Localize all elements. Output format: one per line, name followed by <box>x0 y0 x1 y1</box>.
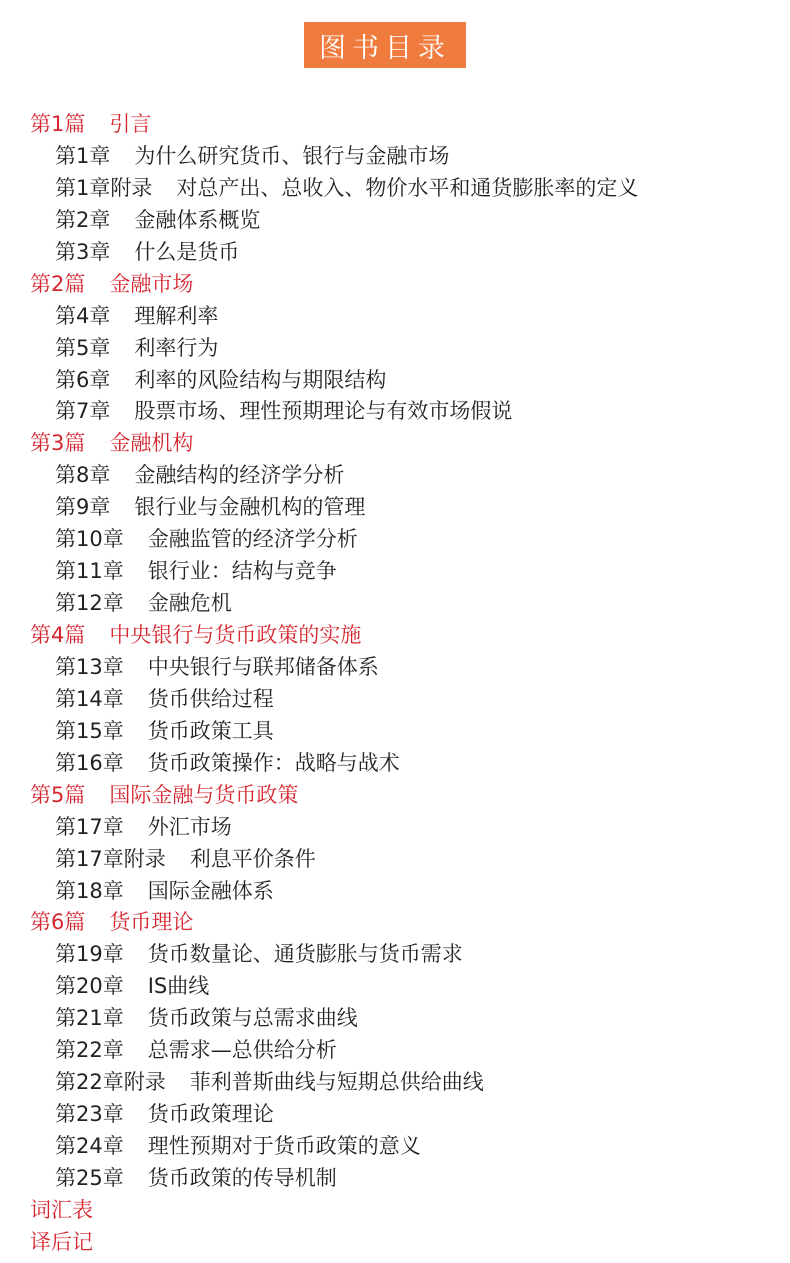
toc-chapter-row <box>0 812 790 844</box>
chapter-number: 第3章 <box>55 239 111 264</box>
toc-chapter-row <box>0 748 790 780</box>
chapter-number: 第7章 <box>55 399 111 424</box>
part-number: 第4篇 <box>30 623 86 647</box>
chapter-number: 第12章 <box>55 591 124 616</box>
toc-part-row <box>0 1227 790 1259</box>
toc-chapter-row <box>0 716 790 748</box>
toc-chapter-row <box>0 237 790 269</box>
chapter-title: 货币政策操作：战略与战术 <box>147 750 400 775</box>
toc-part-row <box>0 780 790 812</box>
chapter-number: 第22章附录 <box>55 1070 166 1095</box>
toc-chapter-row <box>0 939 790 971</box>
part-number: 第1篇 <box>30 112 86 136</box>
toc-part-row <box>0 428 790 460</box>
chapter-title: 利率的风险结构与期限结构 <box>134 367 387 392</box>
toc-part-row <box>0 907 790 939</box>
chapter-number: 第15章 <box>55 718 124 743</box>
chapter-number: 第5章 <box>55 335 111 360</box>
part-title: 词汇表 <box>30 1197 93 1222</box>
toc-chapter-row <box>0 333 790 365</box>
chapter-title: IS曲线 <box>147 974 210 999</box>
toc-chapter-row <box>0 205 790 237</box>
toc-header-title: 图书目录 <box>319 32 451 64</box>
chapter-title: 为什么研究货币、银行与金融市场 <box>134 143 450 168</box>
chapter-title: 货币政策理论 <box>147 1102 274 1127</box>
chapter-title: 金融体系概览 <box>134 207 261 232</box>
chapter-number: 第2章 <box>55 207 111 232</box>
table-of-contents <box>0 109 790 1259</box>
chapter-number: 第21章 <box>55 1006 124 1031</box>
chapter-title: 外汇市场 <box>147 814 232 839</box>
chapter-title: 国际金融体系 <box>147 878 274 903</box>
part-title: 引言 <box>109 112 152 136</box>
toc-chapter-row <box>0 141 790 173</box>
chapter-number: 第4章 <box>55 303 111 328</box>
chapter-title: 银行业与金融机构的管理 <box>134 495 366 520</box>
part-title: 国际金融与货币政策 <box>109 782 299 807</box>
toc-chapter-row <box>0 652 790 684</box>
part-number: 第3篇 <box>30 431 86 456</box>
chapter-title: 对总产出、总收入、物价水平和通货膨胀率的定义 <box>176 175 639 200</box>
toc-chapter-row <box>0 684 790 716</box>
chapter-title: 金融监管的经济学分析 <box>147 527 358 552</box>
toc-chapter-row <box>0 1099 790 1131</box>
chapter-title: 货币政策的传导机制 <box>147 1165 337 1190</box>
part-title: 中央银行与货币政策的实施 <box>109 623 362 647</box>
chapter-number: 第19章 <box>55 942 124 967</box>
chapter-number: 第9章 <box>55 495 111 520</box>
chapter-title: 菲利普斯曲线与短期总供给曲线 <box>189 1070 484 1095</box>
part-title: 译后记 <box>30 1229 93 1254</box>
chapter-title: 利息平价条件 <box>189 846 316 871</box>
toc-part-row <box>0 620 790 652</box>
toc-chapter-row <box>0 524 790 556</box>
chapter-title: 金融危机 <box>147 591 232 616</box>
part-title: 金融市场 <box>109 271 194 296</box>
chapter-title: 利率行为 <box>134 335 219 360</box>
toc-chapter-row <box>0 1131 790 1163</box>
chapter-number: 第8章 <box>55 463 111 488</box>
chapter-title: 货币数量论、通货膨胀与货币需求 <box>147 942 463 967</box>
part-title: 货币理论 <box>109 910 194 935</box>
chapter-number: 第13章 <box>55 654 124 679</box>
chapter-title: 银行业：结构与竞争 <box>147 559 337 584</box>
chapter-number: 第18章 <box>55 878 124 903</box>
toc-chapter-row <box>0 1163 790 1195</box>
part-number: 第2篇 <box>30 271 86 296</box>
chapter-title: 理性预期对于货币政策的意义 <box>147 1134 421 1158</box>
toc-chapter-row <box>0 492 790 524</box>
chapter-number: 第6章 <box>55 367 111 392</box>
toc-part-row <box>0 109 790 141</box>
chapter-number: 第23章 <box>55 1102 124 1127</box>
toc-chapter-row <box>0 173 790 205</box>
toc-chapter-row <box>0 1035 790 1067</box>
part-number: 第5篇 <box>30 782 86 807</box>
part-number: 第6篇 <box>30 910 86 935</box>
chapter-number: 第1章附录 <box>55 175 153 200</box>
chapter-number: 第22章 <box>55 1038 124 1063</box>
toc-chapter-row <box>0 460 790 492</box>
chapter-title: 理解利率 <box>134 303 219 328</box>
toc-chapter-row <box>0 876 790 908</box>
chapter-title: 股票市场、理性预期理论与有效市场假说 <box>134 399 513 424</box>
chapter-number: 第24章 <box>55 1134 124 1158</box>
toc-chapter-row <box>0 1067 790 1099</box>
toc-chapter-row <box>0 844 790 876</box>
toc-chapter-row <box>0 365 790 397</box>
chapter-number: 第14章 <box>55 686 124 711</box>
toc-chapter-row <box>0 396 790 428</box>
chapter-number: 第20章 <box>55 974 124 999</box>
toc-chapter-row <box>0 971 790 1003</box>
chapter-title: 货币政策与总需求曲线 <box>147 1006 358 1031</box>
part-title: 金融机构 <box>109 431 194 456</box>
toc-chapter-row <box>0 301 790 333</box>
toc-part-row <box>0 269 790 301</box>
chapter-title: 金融结构的经济学分析 <box>134 463 345 488</box>
chapter-title: 中央银行与联邦储备体系 <box>147 654 379 679</box>
chapter-title: 货币供给过程 <box>147 686 274 711</box>
chapter-number: 第17章附录 <box>55 846 166 871</box>
chapter-title: 总需求—总供给分析 <box>147 1038 337 1063</box>
toc-part-row <box>0 1195 790 1227</box>
chapter-number: 第17章 <box>55 814 124 839</box>
chapter-number: 第25章 <box>55 1165 124 1190</box>
chapter-title: 什么是货币 <box>134 239 240 264</box>
chapter-title: 货币政策工具 <box>147 718 274 743</box>
chapter-number: 第16章 <box>55 750 124 775</box>
toc-header <box>304 22 466 68</box>
toc-chapter-row <box>0 1003 790 1035</box>
chapter-number: 第1章 <box>55 143 111 168</box>
chapter-number: 第11章 <box>55 559 124 584</box>
chapter-number: 第10章 <box>55 527 124 552</box>
toc-chapter-row <box>0 556 790 588</box>
toc-chapter-row <box>0 588 790 620</box>
